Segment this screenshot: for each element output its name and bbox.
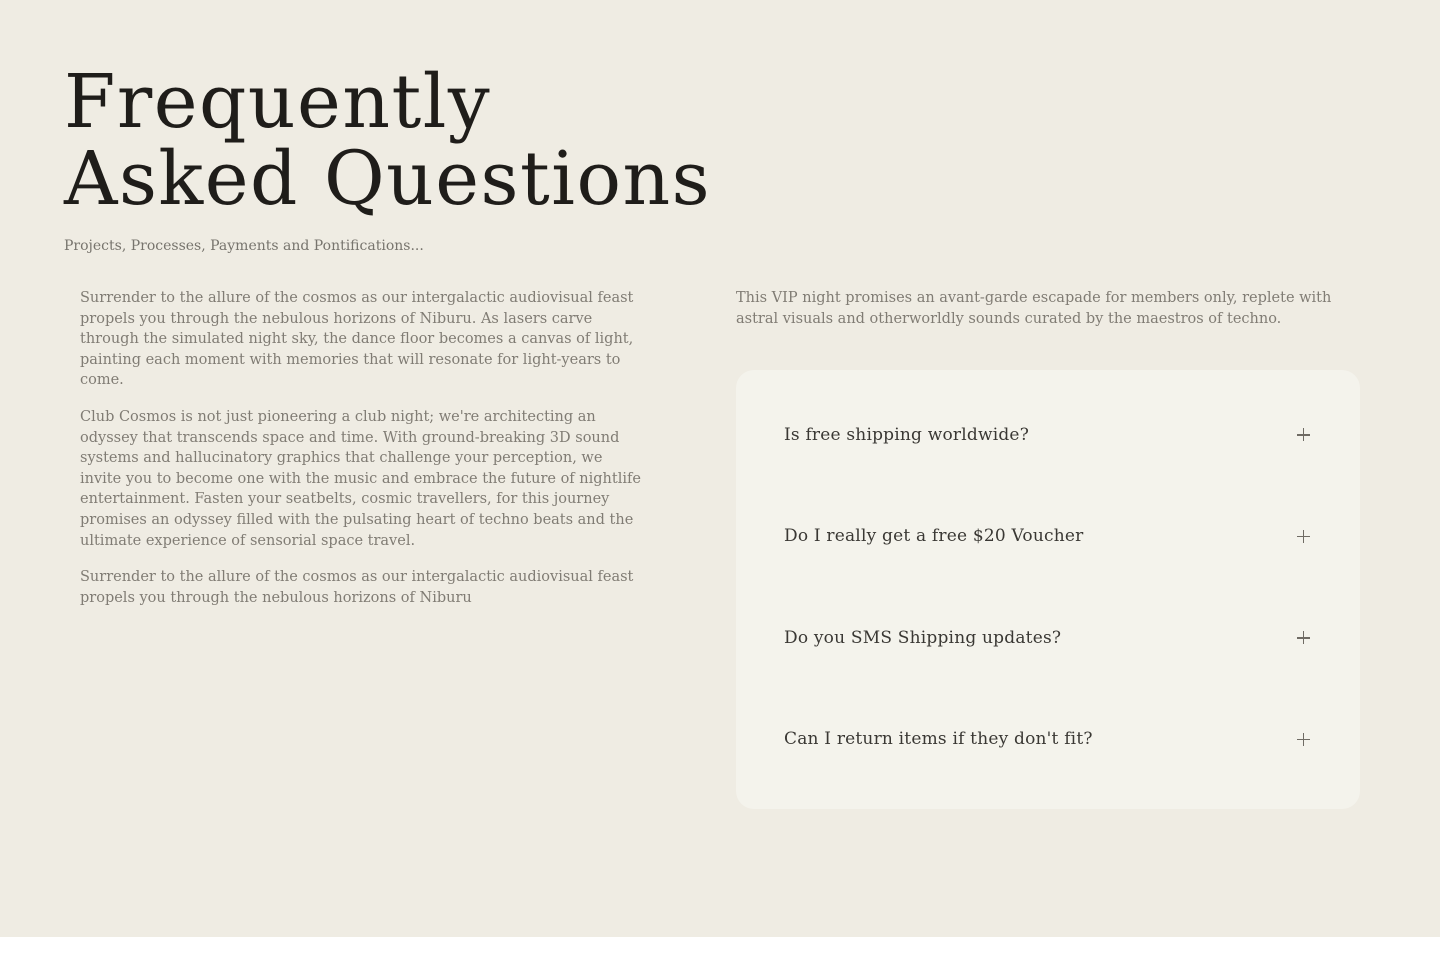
page-subtitle: Projects, Processes, Payments and Pontifications... — [64, 238, 424, 254]
faq-accordion — [736, 370, 1360, 809]
faq-question: Do you SMS Shipping updates? — [784, 627, 1062, 648]
plus-icon[interactable] — [1297, 530, 1310, 543]
faq-question: Is free shipping worldwide? — [784, 424, 1030, 445]
page-title-line-2: Asked Questions — [64, 136, 712, 222]
faq-question: Do I really get a free $20 Voucher — [784, 526, 1084, 547]
faq-item-returns[interactable] — [784, 689, 1312, 791]
faq-question: Can I return items if they don't fit? — [784, 729, 1093, 750]
vip-description: This VIP night promises an avant-garde escapade for members only, replete with astral visuals and otherworldly sounds curated by the maestros of techno. — [736, 290, 1332, 327]
plus-icon[interactable] — [1297, 428, 1310, 441]
intro-paragraph: Club Cosmos is not just pioneering a club night; we're architecting an odyssey that transcends space and time. With ground-breaking 3D sound systems and hallucinatory graphics that challenge your perception, we invite you to become one with the music and embrace the future of nightlife entertainment. Fasten your seatbelts, cosmic travellers, for this journey promises an odyssey filled with the pulsating heart of techno beats and the ultimate experience of sensorial space travel. — [80, 408, 641, 549]
faq-item-free-shipping[interactable] — [784, 384, 1312, 486]
intro-paragraph: Surrender to the allure of the cosmos as our intergalactic audiovisual feast propels you through the nebulous horizons of Niburu — [80, 569, 634, 606]
plus-icon[interactable] — [1297, 733, 1310, 746]
page-title — [64, 59, 764, 222]
intro-copy — [80, 288, 645, 624]
plus-icon[interactable] — [1297, 631, 1310, 644]
page-title-line-1: Frequently — [64, 59, 492, 145]
faq-item-sms-updates[interactable] — [784, 587, 1312, 689]
faq-item-free-voucher[interactable] — [784, 486, 1312, 588]
intro-paragraph: Surrender to the allure of the cosmos as our intergalactic audiovisual feast propels you through the nebulous horizons of Niburu. As lasers carve through the simulated night sky, the dance floor becomes a canvas of light, painting each moment with memories that will resonate for light-years to come. — [80, 290, 634, 389]
